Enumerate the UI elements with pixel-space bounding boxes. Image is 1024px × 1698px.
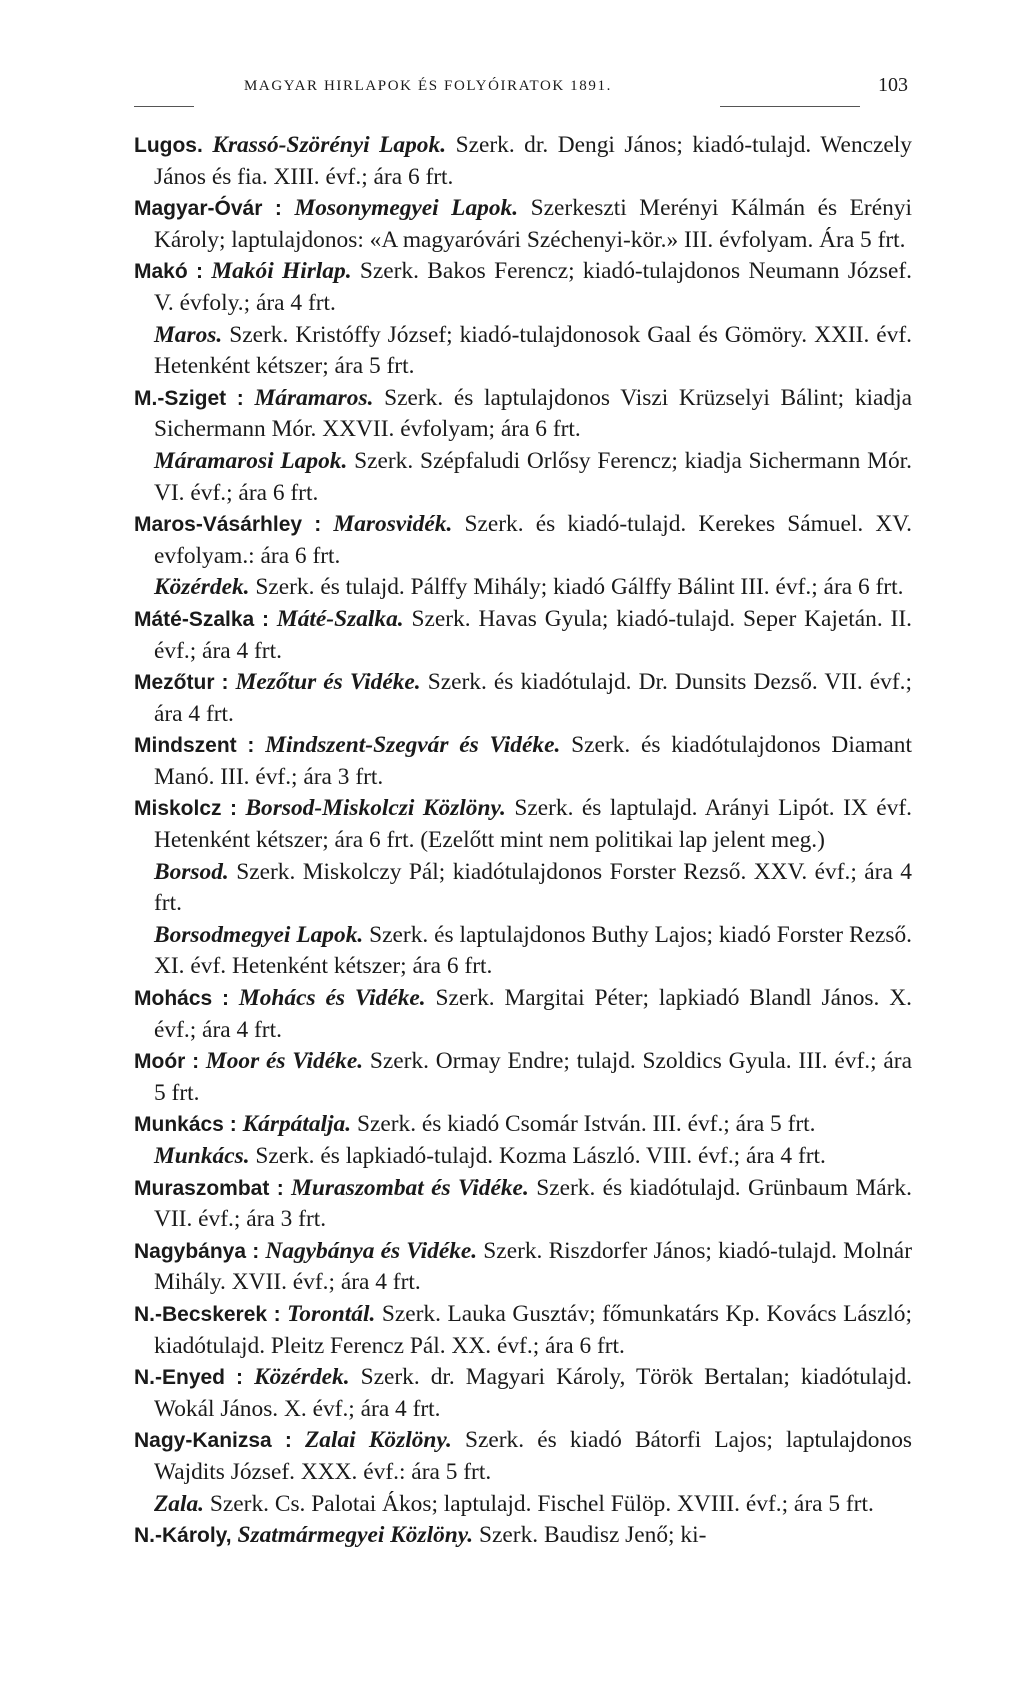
entry-place: Maros-Vásárhley : [134,513,322,537]
entry-title: Torontál. [287,1300,376,1327]
entry-title: Mezőtur és Vidéke. [235,669,421,696]
running-title: MAGYAR HIRLAPOK ÉS FOLYÓIRATOK 1891. [244,78,612,94]
entry-place: N.-Enyed : [134,1366,244,1390]
page-number: 103 [878,74,908,96]
entry-title: Máté-Szalka. [276,605,404,632]
entry-title: Közérdek. [254,1364,350,1391]
entry-title: Mosonymegyei Lapok. [294,195,519,222]
entry-details: Szerk. és kiadótulajd. Dr. Dunsits Dezső. VII. évf.; ára 4 frt. [154,669,912,727]
entry-title: Máramarosi Lapok. [154,447,348,474]
directory-entry [134,1362,912,1425]
entry-details: Szerk. és kiadó Bátorfi Lajos; laptulajdonos Wajdits József. XXX. évf.: ára 5 frt. [154,1427,912,1485]
directory-entry [134,1046,912,1109]
directory-entry [134,130,912,193]
entry-title: Zala. [154,1490,205,1517]
directory-entry [134,793,912,856]
entry-place: Moór : [134,1050,200,1074]
entry-place: Miskolcz : [134,797,237,821]
entry-title: Borsod. [154,858,229,885]
entry-title: Közérdek. [154,574,250,601]
entry-title: Mindszent-Szegvár és Vidéke. [265,732,561,759]
entry-details: Szerk. és laptulajdonos Viszi Krüzselyi Bálint; kiadja Sichermann Mór. XXVII. évfolyam; ára 6 frt. [154,384,912,443]
directory-entry [134,256,912,319]
directory-entry [134,572,912,604]
entry-details: Szerk. Cs. Palotai Ákos; laptulajd. Fischel Fülöp. XVIII. évf.; ára 5 frt. [209,1490,874,1517]
entry-place: Mindszent : [134,734,255,758]
entry-details: Szerk. Baudisz Jenő; ki- [479,1522,707,1549]
entry-details: Szerk. Lauka Gusztáv; főmunkatárs Kp. Kovács László; kiadótulajd. Pleitz Ferencz Pál. XX. évf.; ára 6 frt. [154,1300,912,1359]
entry-title: Szatmármegyei Közlöny. [237,1522,474,1549]
directory-entry [134,857,912,920]
entry-title: Kárpátalja. [242,1111,352,1138]
directory-entry [134,1489,912,1521]
entry-place: Mohács : [134,987,230,1011]
entry-title: Zalai Közlöny. [305,1427,452,1454]
directory-entry [134,383,912,446]
directory-entry [134,446,912,509]
entry-title: Munkács. [154,1143,250,1169]
entry-details: Szerk. Bakos Ferencz; kiadó-tulajdonos Neumann József. V. évfoly.; ára 4 frt. [154,258,912,316]
entry-title: Moor és Vidéke. [205,1048,364,1075]
entry-title: Krassó-Szörényi Lapok. [212,132,447,158]
directory-entry [134,1299,912,1362]
entry-details: Szerk. dr. Magyari Károly, Török Bertalan; kiadótulajd. Wokál János. X. évf.; ára 4 frt. [154,1364,912,1422]
page-header [134,74,908,104]
directory-entry [134,983,912,1046]
entry-details: Szerk. Havas Gyula; kiadó-tulajd. Seper Kajetán. II. évf.; ára 4 frt. [154,605,912,664]
entry-place: Máté-Szalka : [134,607,270,631]
entry-place: Nagy-Kanizsa : [134,1429,292,1453]
entry-details: Szerk. dr. Dengi János; kiadó-tulajd. Wenczely János és fia. XIII. évf.; ára 6 frt. [154,132,912,190]
entry-details: Szerk. és laptulajd. Arányi Lipót. IX évf. Hetenként kétszer; ára 6 frt. (Ezelőtt mint nem politikai lap jelent meg.) [154,795,912,854]
entry-place: Mezőtur : [134,671,229,695]
directory-entry [134,1109,912,1141]
entry-place: M.-Sziget : [134,386,244,410]
entry-details: Szerk. és kiadótulajd. Grünbaum Márk. VII. évf.; ára 3 frt. [154,1174,912,1233]
entry-place: N.-Becskerek : [134,1302,281,1326]
entry-details: Szerk. és lapkiadó-tulajd. Kozma László. VIII. évf.; ára 4 frt. [255,1143,826,1169]
entry-place: Munkács : [134,1113,237,1137]
directory-entry [134,1520,912,1552]
entry-details: Szerk. és laptulajdonos Buthy Lajos; kiadó Forster Rezső. XI. évf. Hetenként kétszer; ára 6 frt. [154,921,912,980]
entry-place: Magyar-Óvár : [134,197,282,221]
entry-place: Lugos. [134,134,203,157]
entry-details: Szerk. és kiadótulajdonos Diamant Manó. III. évf.; ára 3 frt. [154,732,912,790]
entry-details: Szerk. Kristóffy József; kiadó-tulajdonosok Gaal és Gömöry. XXII. évf. Hetenként kétszer; ára 5 frt. [154,321,912,380]
entry-title: Máramaros. [254,384,374,411]
entry-details: Szerk. Miskolczy Pál; kiadótulajdonos Forster Rezső. XXV. évf.; ára 4 frt. [154,858,912,917]
entry-title: Mohács és Vidéke. [238,985,426,1012]
entry-title: Borsodmegyei Lapok. [154,921,364,948]
directory-entry [134,509,912,572]
entry-title: Borsod-Miskolczi Közlöny. [245,795,506,822]
entry-details: Szerk. és kiadó Csomár István. III. évf.; ára 5 frt. [356,1111,816,1138]
entry-place: N.-Károly, [134,1524,232,1548]
directory-entry [134,1173,912,1236]
entry-details: Szerkeszti Merényi Kálmán és Erényi Károly; laptulajdonos: «A magyaróvári Széchenyi-kör.» III. évfolyam. Ára 5 frt. [154,195,912,253]
entry-details: Szerk. Riszdorfer János; kiadó-tulajd. Molnár Mihály. XVII. évf.; ára 4 frt. [154,1237,912,1296]
directory-entry [134,320,912,383]
directory-entry [134,730,912,793]
entry-place: Nagybánya : [134,1239,260,1263]
entry-title: Muraszombat és Vidéke. [291,1174,529,1201]
directory-entry [134,604,912,667]
entry-details: Szerk. és kiadó-tulajd. Kerekes Sámuel. XV. evfolyam.: ára 6 frt. [154,511,912,569]
entry-place: Muraszombat : [134,1176,284,1200]
directory-entry [134,920,912,983]
entry-details: Szerk. és tulajd. Pálffy Mihály; kiadó Gálffy Bálint III. évf.; ára 6 frt. [255,574,904,601]
directory-entry [134,667,912,730]
directory-entry [134,193,912,256]
directory-entry [134,1236,912,1299]
entry-title: Makói Hirlap. [211,258,352,285]
entry-details: Szerk. Ormay Endre; tulajd. Szoldics Gyula. III. évf.; ára 5 frt. [154,1048,912,1106]
directory-listing [134,130,912,1552]
entry-title: Marosvidék. [333,511,453,538]
entry-details: Szerk. Margitai Péter; lapkiadó Blandl János. X. évf.; ára 4 frt. [154,985,912,1043]
entry-details: Szerk. Szépfaludi Orlősy Ferencz; kiadja Sichermann Mór. VI. évf.; ára 6 frt. [154,447,912,506]
directory-entry [134,1141,912,1173]
entry-title: Nagybánya és Vidéke. [265,1237,478,1264]
directory-entry [134,1425,912,1488]
entry-title: Maros. [154,321,223,348]
entry-place: Makó : [134,260,203,284]
